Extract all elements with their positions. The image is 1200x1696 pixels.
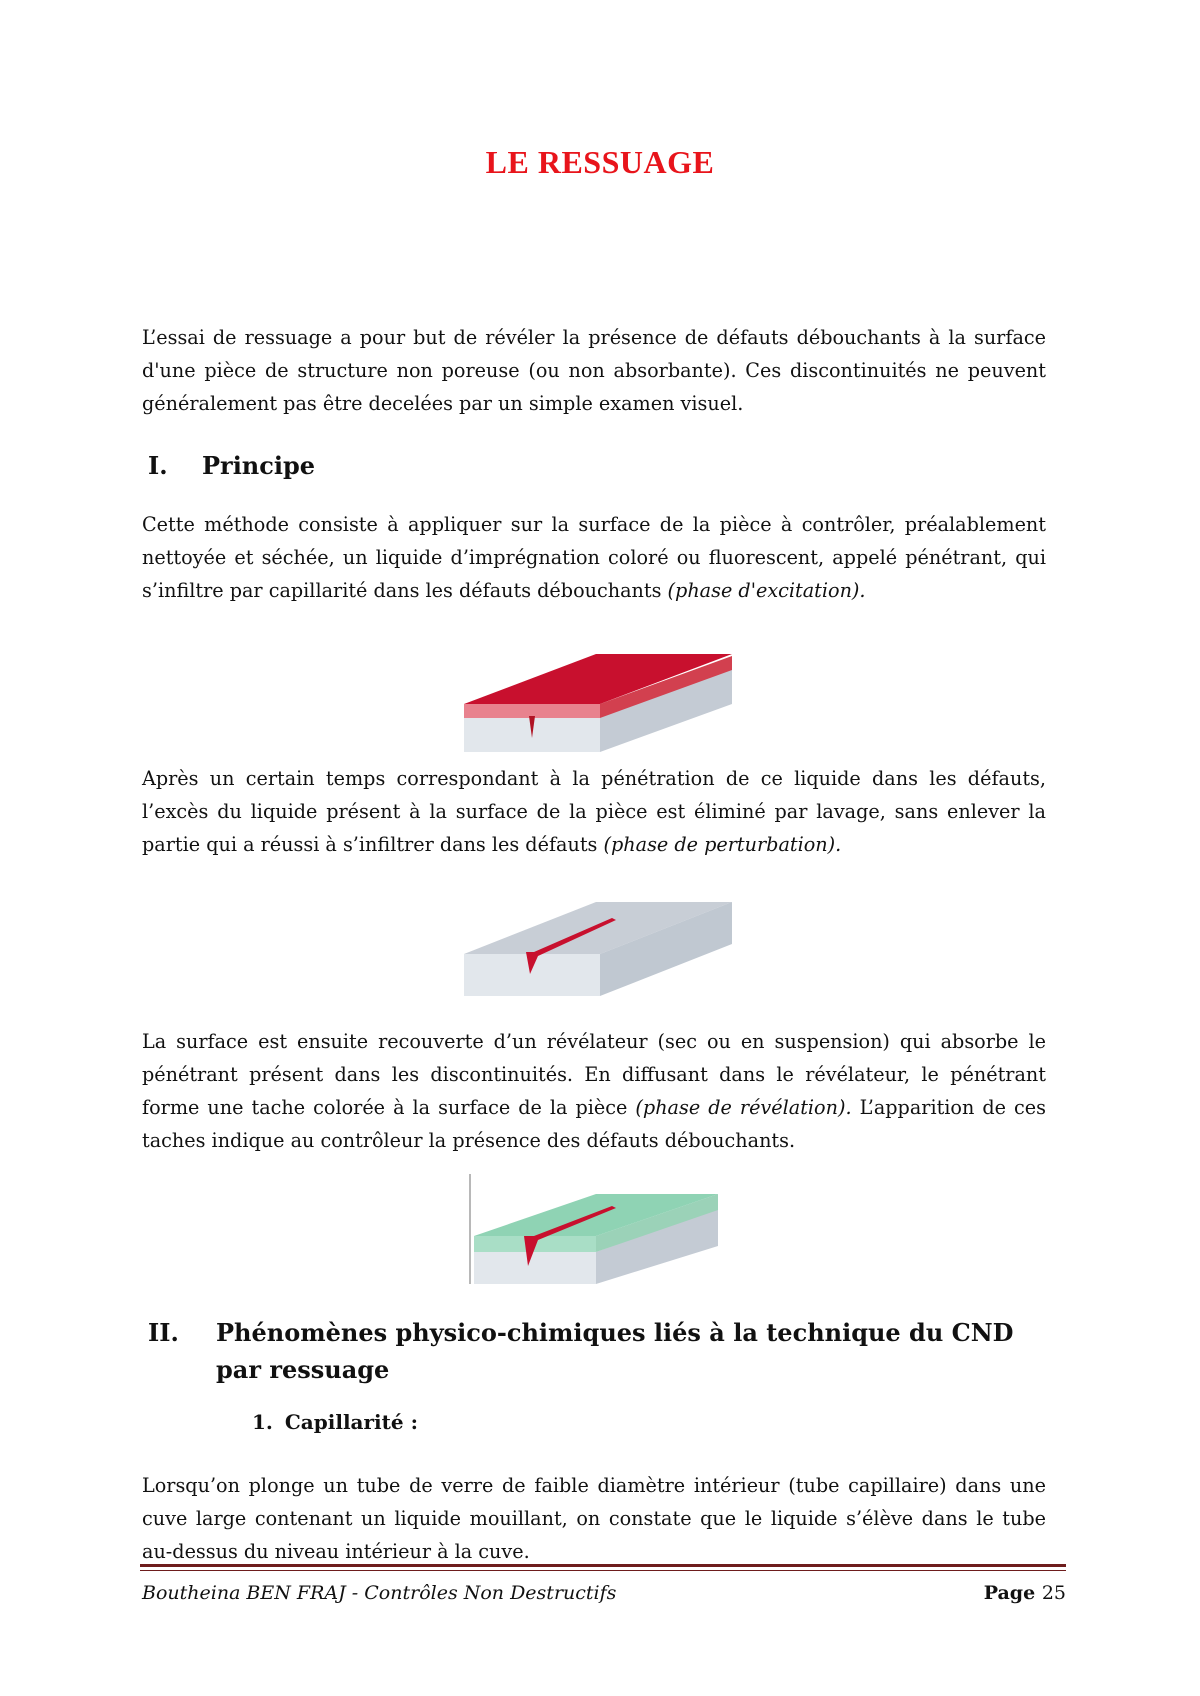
paragraph-text: Cette méthode consiste à appliquer sur la surface de la pièce à contrôler, préalablement nettoyée et séchée, un liquide d’imprégnation coloré ou fluorescent, appelé pénétrant, qui s’infiltre par capillarité dans les défauts débouchants xyxy=(142,513,1046,602)
developer-revelation-figure xyxy=(464,1174,734,1286)
block-front xyxy=(474,1252,596,1284)
footer-author: Boutheina BEN FRAJ - Contrôles Non Destructifs xyxy=(142,1582,617,1604)
section-2-number: II. xyxy=(148,1318,179,1347)
penetrant-front-layer xyxy=(464,704,600,718)
page-number-value: 25 xyxy=(1041,1582,1066,1604)
capillarity-paragraph: Lorsqu’on plonge un tube de verre de faible diamètre intérieur (tube capillaire) dans une cuve large contenant un liquide mouillant, on constate que le liquide s’élève dans le tube au-dessus du niveau intérieur à la cuve. xyxy=(142,1474,1046,1563)
paragraph-text: Après un certain temps correspondant à la pénétration de ce liquide dans les défauts, l’excès du liquide présent à la surface de la pièce est éliminé par lavage, sans enlever la partie qui a réussi à s’infiltrer dans les défauts xyxy=(142,767,1046,856)
page-number xyxy=(984,1582,1066,1604)
page-title: LE RESSUAGE xyxy=(485,144,715,180)
section-2-title: Phénomènes physico-chimiques liés à la technique du CND par ressuage xyxy=(216,1318,1014,1384)
principle-paragraph-3 xyxy=(142,1025,1046,1157)
paragraph-text: L’apparition de ces taches indique au contrôleur la présence des défauts débouchants. xyxy=(142,1096,1046,1152)
principle-paragraph-2 xyxy=(142,762,1046,861)
subsection-1-title: Capillarité : xyxy=(284,1410,418,1434)
subsection-1-number: 1. xyxy=(252,1410,273,1434)
principle-paragraph-1 xyxy=(142,508,1046,607)
footer-rule-thin xyxy=(140,1570,1066,1571)
excess-removal-figure xyxy=(462,892,738,998)
section-1-title: Principe xyxy=(202,451,316,480)
footer-rule xyxy=(140,1564,1066,1567)
phase-label: (phase de perturbation). xyxy=(603,833,842,856)
phase-label: (phase de révélation). xyxy=(635,1096,852,1119)
section-2-heading xyxy=(148,1314,1048,1388)
section-1-number: I. xyxy=(148,451,168,480)
phase-label: (phase d'excitation). xyxy=(667,579,866,602)
penetrant-application-figure xyxy=(462,642,738,754)
page-label: Page xyxy=(983,1582,1036,1604)
section-1-heading xyxy=(148,448,315,484)
paragraph-text: La surface est ensuite recouverte d’un révélateur (sec ou en suspension) qui absorbe le pénétrant présent dans les discontinuités. En diffusant dans le révélateur, le pénétrant forme une tache colorée à la surface de la pièce xyxy=(142,1030,1046,1119)
subsection-1-heading xyxy=(252,1407,418,1437)
intro-paragraph: L’essai de ressuage a pour but de révéler la présence de défauts débouchants à la surface d'une pièce de structure non poreuse (ou non absorbante). Ces discontinuités ne peuvent généralement pas être decelées par un simple examen visuel. xyxy=(142,326,1046,415)
